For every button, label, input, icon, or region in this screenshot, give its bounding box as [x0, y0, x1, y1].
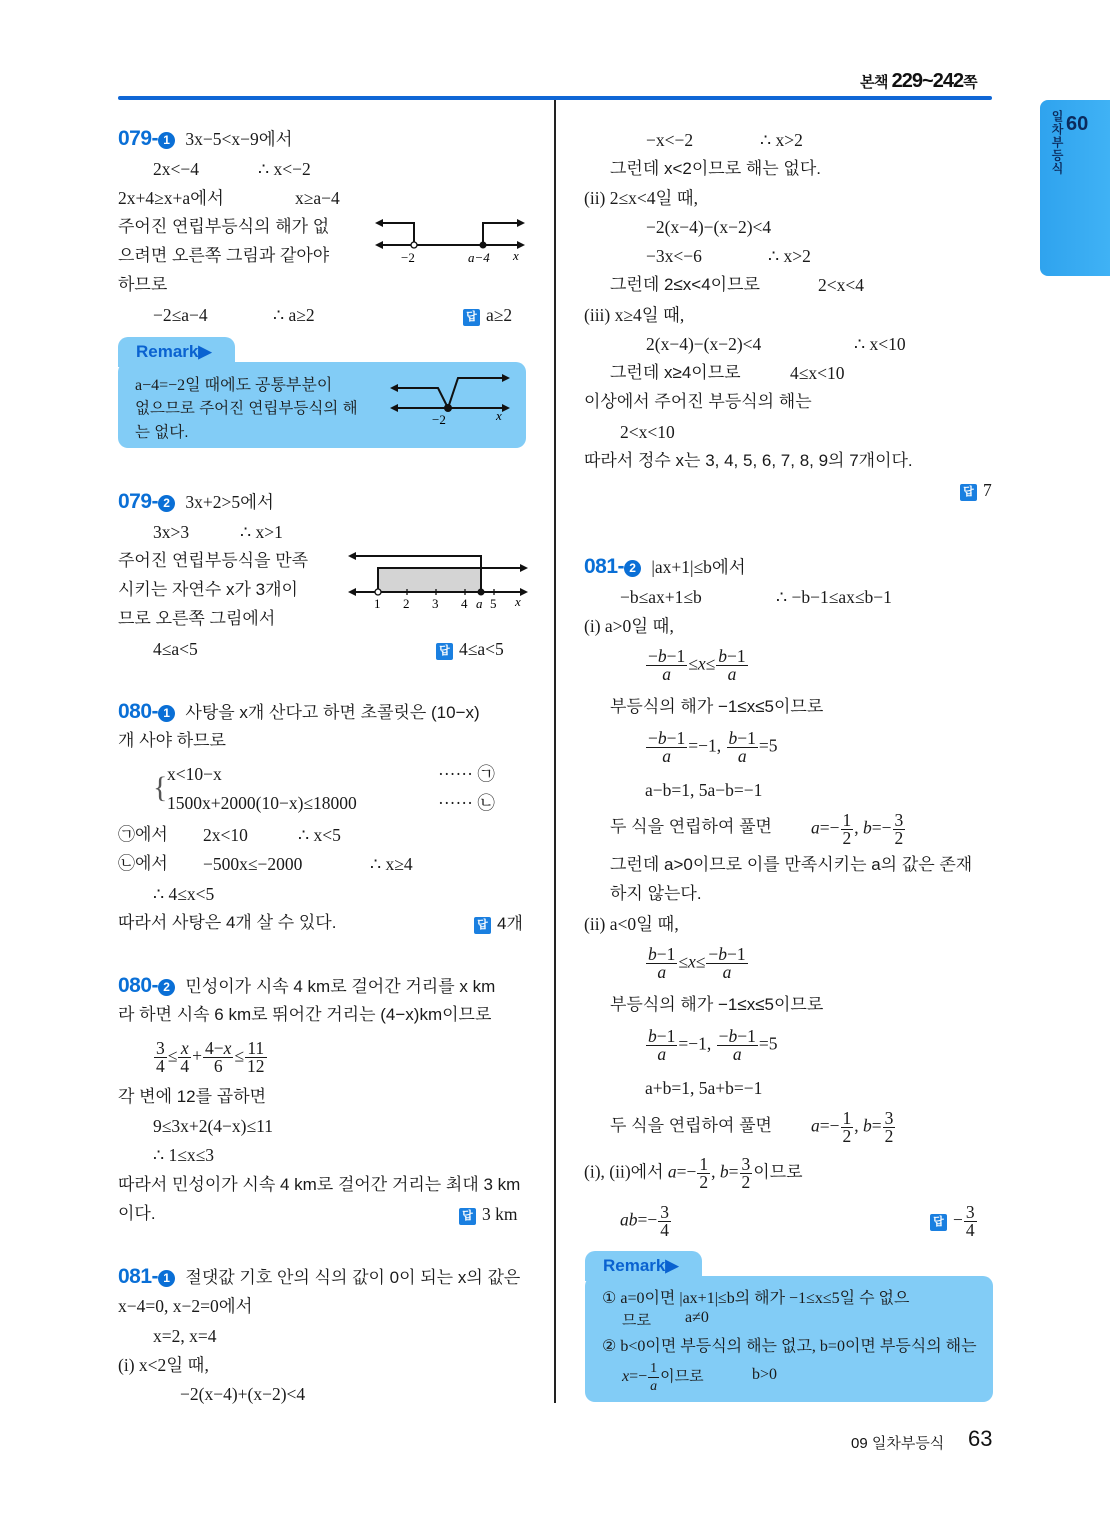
math-line: ∴ x>2 — [768, 246, 811, 266]
math-line: ∴ a≥2 — [273, 305, 315, 325]
text-line: 두 식을 연립하여 풀면 — [610, 817, 772, 836]
text-line: 그런데 x≥4이므로 — [610, 363, 741, 382]
answer-badge: 답 — [459, 1208, 476, 1225]
text-line: 사탕을 x개 산다고 하면 초콜릿은 (10−x) — [185, 703, 480, 722]
remark-line: ② b<0이면 부등식의 해는 없고, b=0이면 부등식의 해는 — [602, 1338, 977, 1355]
column-divider — [554, 100, 556, 1403]
remark-line: 므로 — [622, 1312, 651, 1329]
problem-number: 079- — [118, 490, 159, 513]
problem-number: 079- — [118, 127, 159, 150]
number-line-figure — [348, 550, 528, 612]
text-line: 그런데 2≤x<4이므로 — [610, 275, 760, 294]
page-number: 63 — [968, 1426, 993, 1451]
fraction-equations: $\frac{-b-1}{a}$ =−1, $\frac{b-1}{a}$ =5 — [648, 728, 778, 766]
math-line: x<10−x — [167, 764, 222, 784]
text-line: 각 변에 12를 곱하면 — [118, 1087, 267, 1106]
math-line: 2x<−4 — [153, 159, 199, 179]
math-line: 2(x−4)−(x−2)<4 — [646, 334, 762, 354]
chapter-number: 09 — [1066, 111, 1089, 133]
solution-values: a=− $\frac{1}{2}$ , b=− $\frac{3}{2}$ — [811, 810, 904, 848]
fraction-equations: $\frac{b-1}{a}$ =−1, $\frac{-b-1}{a}$ =5 — [648, 1026, 778, 1064]
math-line: 1500x+2000(10−x)≤18000 — [167, 793, 357, 813]
math-line: ∴ x>1 — [240, 522, 283, 542]
remark-line: 는 없다. — [135, 424, 189, 441]
math-line: (ii) a<0일 때, — [584, 914, 679, 934]
chapter-title: 일차부등식 — [1050, 110, 1064, 175]
math-line: −2≤a−4 — [153, 305, 208, 325]
problem-number: 081- — [118, 1265, 159, 1288]
book-page-reference: 본책 229~242쪽 — [860, 70, 978, 92]
text-line: 하므로 — [118, 275, 168, 294]
math-line: x≥a−4 — [295, 188, 340, 208]
text-line: 그런데 a>0이므로 이를 만족시키는 a의 값은 존재 — [610, 855, 973, 874]
answer: 답 − $\frac{3}{4}$ — [930, 1204, 978, 1239]
text-line: 므로 오른쪽 그림에서 — [118, 609, 276, 628]
solution-values: a=− $\frac{1}{2}$ , b= $\frac{3}{2}$ — [811, 1108, 894, 1146]
remark-label: Remark▶ — [603, 1256, 679, 1275]
math-line: ∴ x<−2 — [258, 159, 311, 179]
math-line: ∴ x≥4 — [370, 854, 413, 874]
problem-number: 080- — [118, 700, 159, 723]
math-line: −3x<−6 — [646, 246, 702, 266]
answer-badge: 답 — [960, 484, 977, 501]
text-line: 따라서 사탕은 4개 살 수 있다. — [118, 913, 337, 932]
math-line: (ii) 2≤x<4일 때, — [584, 188, 699, 208]
svg-text:3: 3 — [432, 596, 439, 611]
circle-number: 2 — [624, 560, 641, 577]
remark-label: Remark▶ — [136, 342, 212, 361]
svg-text:x: x — [496, 408, 502, 423]
answer-badge: 답 — [463, 309, 480, 326]
math-line: ∴ 1≤x≤3 — [153, 1145, 214, 1165]
equation-marker: ······ ㉠ — [438, 764, 495, 784]
svg-text:x: x — [513, 248, 519, 263]
problem-number: 080- — [118, 974, 159, 997]
circle-number: 2 — [158, 979, 175, 996]
svg-text:−2: −2 — [432, 412, 446, 427]
text-line: 이상에서 주어진 부등식의 해는 — [584, 392, 812, 411]
system-brace: { — [153, 771, 168, 804]
remark-line: b>0 — [752, 1366, 778, 1383]
text-line: 주어진 연립부등식을 만족 — [118, 551, 309, 570]
text-line: 민성이가 시속 4 km로 걸어간 거리를 x km — [185, 977, 496, 996]
remark-fraction-line: x=− $\frac{1}{a}$ 이므로 — [622, 1361, 704, 1394]
math-line: 3x−5<x−9에서 — [185, 129, 293, 149]
remark-box-2 — [585, 1276, 993, 1402]
answer — [436, 638, 504, 660]
svg-text:2: 2 — [403, 596, 410, 611]
svg-text:4: 4 — [461, 596, 468, 611]
math-line: 3x+2>5에서 — [185, 492, 274, 512]
text-line: 개 사야 하므로 — [118, 731, 226, 750]
answer-value: 3 km — [482, 1204, 518, 1224]
answer-badge: 답 — [930, 1214, 947, 1231]
svg-text:−2: −2 — [401, 250, 415, 265]
svg-text:1: 1 — [374, 596, 381, 611]
number-line-figure — [375, 218, 525, 268]
math-line: 2<x<4 — [818, 275, 864, 295]
text-line: 라 하면 시속 6 km로 뛰어간 거리는 (4−x)km이므로 — [118, 1005, 492, 1024]
math-line: (i) a>0일 때, — [584, 616, 674, 636]
math-line: x−4=0, x−2=0에서 — [118, 1296, 253, 1316]
svg-text:a: a — [476, 596, 483, 611]
text-line: 부등식의 해가 −1≤x≤5이므로 — [610, 697, 824, 716]
svg-text:5: 5 — [490, 596, 497, 611]
math-line: 2x<10 — [203, 825, 248, 845]
text-line: ㉡에서 — [118, 854, 168, 873]
text-line: 으려면 오른쪽 그림과 같아야 — [118, 246, 330, 265]
fraction-inequality: $\frac{b-1}{a}$ ≤x≤ $\frac{-b-1}{a}$ — [648, 944, 746, 982]
text-line: 그런데 x<2이므로 해는 없다. — [610, 159, 821, 178]
math-line: −b≤ax+1≤b — [620, 587, 702, 607]
footer-chapter: 09 일차부등식 — [851, 1435, 945, 1452]
math-line: ∴ x<10 — [854, 334, 906, 354]
math-line: (i) x<2일 때, — [118, 1355, 209, 1375]
final-product: ab=− $\frac{3}{4}$ — [620, 1202, 669, 1240]
math-line: ∴ −b−1≤ax≤b−1 — [776, 587, 892, 607]
math-line: 4≤a<5 — [153, 639, 198, 659]
math-line: (iii) x≥4일 때, — [584, 305, 685, 325]
answer-badge: 답 — [474, 917, 491, 934]
remark-box-1 — [118, 362, 526, 448]
answer-value: 7 — [983, 480, 992, 500]
circle-number: 1 — [158, 132, 175, 149]
answer-value: 4개 — [497, 914, 523, 933]
math-line: a−b=1, 5a−b=−1 — [645, 780, 763, 800]
answer-value: a≥2 — [486, 305, 513, 325]
math-line: −x<−2 — [646, 130, 694, 150]
math-line: x=2, x=4 — [153, 1326, 217, 1346]
math-line: −500x≤−2000 — [203, 854, 303, 874]
text-line: ㉠에서 — [118, 825, 168, 844]
math-line: 9≤3x+2(4−x)≤11 — [153, 1116, 273, 1136]
fraction-inequality: $\frac{3}{4}$ ≤ $\frac{x}{4}$ + $\frac{4-x}{6}$ ≤ $\frac{11}{12}$ — [156, 1038, 265, 1076]
remark-line: a≠0 — [685, 1309, 709, 1326]
text-line: 하지 않는다. — [610, 884, 702, 903]
text-line: 주어진 연립부등식의 해가 없 — [118, 217, 330, 236]
math-line: ∴ x<5 — [298, 825, 341, 845]
problem-number: 081- — [584, 555, 625, 578]
answer — [463, 304, 512, 326]
circle-number: 1 — [158, 705, 175, 722]
answer-badge: 답 — [436, 643, 453, 660]
math-line: −2(x−4)+(x−2)<4 — [180, 1384, 306, 1404]
svg-text:a−4: a−4 — [468, 250, 490, 265]
remark-line: a−4=−2일 때에도 공통부분이 — [135, 377, 333, 394]
svg-text:x: x — [515, 594, 521, 609]
math-line: a+b=1, 5a+b=−1 — [645, 1078, 763, 1098]
text-line: 절댓값 기호 안의 식의 값이 0이 되는 x의 값은 — [185, 1268, 521, 1287]
remark-number-line-figure — [390, 374, 510, 429]
answer-value: 4≤a<5 — [459, 639, 504, 659]
math-line: ∴ 4≤x<5 — [153, 884, 215, 904]
math-line: 2<x<10 — [620, 422, 675, 442]
text-line: 따라서 정수 x는 3, 4, 5, 6, 7, 8, 9의 7개이다. — [584, 451, 913, 470]
circle-number: 2 — [158, 495, 175, 512]
answer — [960, 479, 992, 501]
text-line: 시키는 자연수 x가 3개이 — [118, 580, 298, 599]
answer — [459, 1203, 518, 1225]
text-line: 따라서 민성이가 시속 4 km로 걸어간 거리는 최대 3 km — [118, 1175, 521, 1194]
text-line: 두 식을 연립하여 풀면 — [610, 1116, 772, 1135]
combined-result: (i), (ii)에서 a=− $\frac{1}{2}$ , b= $\frac{3}{2}$ 이므로 — [584, 1154, 803, 1192]
remark-line: 없으므로 주어진 연립부등식의 해 — [135, 400, 358, 417]
text-line: 이다. — [118, 1204, 156, 1223]
equation-marker: ······ ㉡ — [438, 793, 495, 813]
text-line: 부등식의 해가 −1≤x≤5이므로 — [610, 995, 824, 1014]
remark-line: ① a=0이면 |ax+1|≤b의 해가 −1≤x≤5일 수 없으 — [602, 1290, 910, 1307]
answer — [474, 912, 523, 935]
fraction-inequality: $\frac{-b-1}{a}$ ≤x≤ $\frac{b-1}{a}$ — [648, 646, 746, 684]
math-line: 4≤x<10 — [790, 363, 845, 383]
math-line: 3x>3 — [153, 522, 190, 542]
math-line: |ax+1|≤b에서 — [651, 557, 746, 577]
circle-number: 1 — [158, 1270, 175, 1287]
math-line: −2(x−4)−(x−2)<4 — [646, 217, 772, 237]
math-line: ∴ x>2 — [760, 130, 803, 150]
math-line: 2x+4≥x+a에서 — [118, 188, 224, 208]
chapter-tab[interactable] — [1040, 100, 1110, 276]
